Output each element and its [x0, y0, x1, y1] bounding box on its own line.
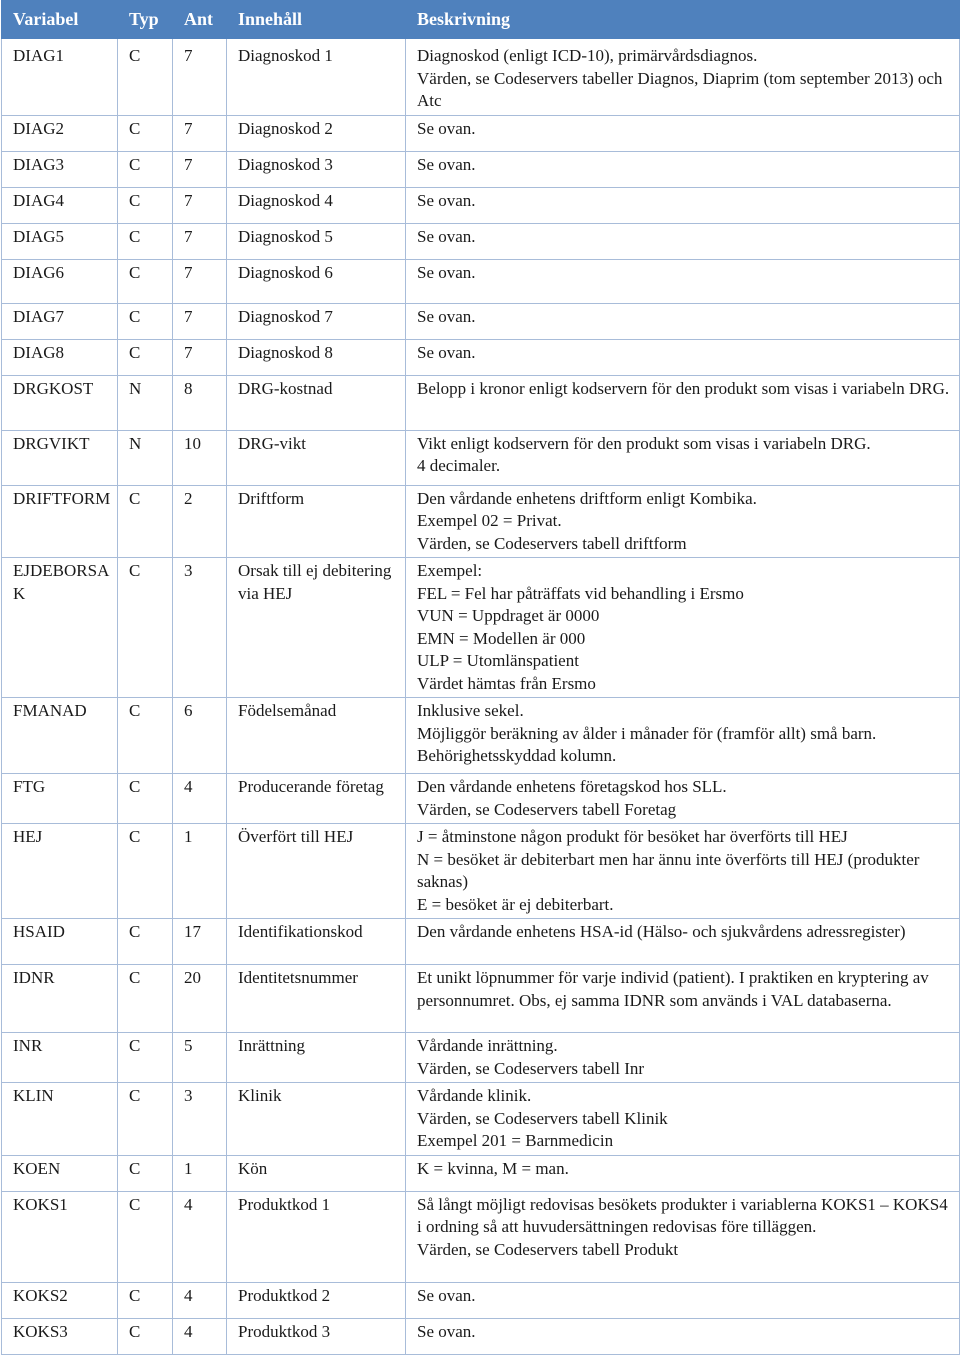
cell-variabel: KOEN [2, 1155, 118, 1191]
cell-ant: 7 [173, 223, 227, 259]
cell-ant: 4 [173, 1318, 227, 1354]
variable-table [1, 0, 960, 1355]
cell-typ: C [118, 698, 173, 774]
cell-variabel: DIAG8 [2, 339, 118, 375]
cell-innehall: Klinik [227, 1083, 406, 1156]
cell-typ: C [118, 1191, 173, 1282]
cell-variabel: HSAID [2, 919, 118, 965]
cell-typ: C [118, 1155, 173, 1191]
cell-typ: C [118, 485, 173, 558]
cell-typ: C [118, 558, 173, 698]
cell-ant: 7 [173, 259, 227, 303]
cell-variabel: KOKS3 [2, 1318, 118, 1354]
table-row [2, 1282, 960, 1318]
cell-typ: C [118, 38, 173, 115]
cell-innehall: Överfört till HEJ [227, 824, 406, 919]
cell-variabel: DIAG2 [2, 115, 118, 151]
cell-beskrivning: Se ovan. [406, 1282, 960, 1318]
cell-innehall: Diagnoskod 1 [227, 38, 406, 115]
cell-variabel: KLIN [2, 1083, 118, 1156]
cell-variabel: HEJ [2, 824, 118, 919]
cell-innehall: Diagnoskod 7 [227, 303, 406, 339]
cell-beskrivning: Se ovan. [406, 303, 960, 339]
table-row [2, 824, 960, 919]
cell-innehall: Identifikationskod [227, 919, 406, 965]
header-ant: Ant [173, 1, 227, 39]
table-row [2, 115, 960, 151]
cell-typ: C [118, 919, 173, 965]
cell-ant: 7 [173, 151, 227, 187]
cell-typ: C [118, 1282, 173, 1318]
cell-ant: 20 [173, 965, 227, 1033]
cell-ant: 4 [173, 1191, 227, 1282]
cell-ant: 1 [173, 824, 227, 919]
table-row [2, 919, 960, 965]
cell-ant: 7 [173, 38, 227, 115]
cell-innehall: DRG-kostnad [227, 375, 406, 430]
cell-ant: 3 [173, 558, 227, 698]
table-header [2, 1, 960, 39]
cell-variabel: DIAG7 [2, 303, 118, 339]
table-row [2, 698, 960, 774]
cell-innehall: Produktkod 3 [227, 1318, 406, 1354]
cell-innehall: Produktkod 2 [227, 1282, 406, 1318]
table-row [2, 485, 960, 558]
cell-innehall: Kön [227, 1155, 406, 1191]
cell-beskrivning: Inklusive sekel. Möjliggör beräkning av ålder i månader för (framför allt) små barn. Behörighetsskyddad kolumn. [406, 698, 960, 774]
cell-beskrivning: Se ovan. [406, 151, 960, 187]
cell-variabel: KOKS1 [2, 1191, 118, 1282]
table-row [2, 774, 960, 824]
cell-ant: 7 [173, 187, 227, 223]
cell-variabel: DIAG3 [2, 151, 118, 187]
table-body [2, 38, 960, 1354]
cell-innehall: Driftform [227, 485, 406, 558]
cell-typ: N [118, 430, 173, 485]
table-row [2, 223, 960, 259]
cell-ant: 7 [173, 115, 227, 151]
table-row [2, 38, 960, 115]
table-row [2, 1155, 960, 1191]
cell-beskrivning: Se ovan. [406, 115, 960, 151]
cell-ant: 1 [173, 1155, 227, 1191]
table-row [2, 187, 960, 223]
header-variabel: Variabel [2, 1, 118, 39]
cell-innehall: Orsak till ej debitering via HEJ [227, 558, 406, 698]
cell-typ: N [118, 375, 173, 430]
cell-innehall: Diagnoskod 2 [227, 115, 406, 151]
cell-beskrivning: Den vårdande enhetens företagskod hos SLL. Värden, se Codeservers tabell Foretag [406, 774, 960, 824]
table-row [2, 558, 960, 698]
cell-variabel: KOKS2 [2, 1282, 118, 1318]
cell-beskrivning: Se ovan. [406, 259, 960, 303]
cell-innehall: Diagnoskod 6 [227, 259, 406, 303]
table-row [2, 1033, 960, 1083]
cell-beskrivning: Se ovan. [406, 339, 960, 375]
cell-typ: C [118, 259, 173, 303]
cell-typ: C [118, 774, 173, 824]
cell-typ: C [118, 187, 173, 223]
cell-typ: C [118, 223, 173, 259]
cell-beskrivning: Den vårdande enhetens driftform enligt Kombika. Exempel 02 = Privat. Värden, se Codeservers tabell driftform [406, 485, 960, 558]
cell-beskrivning: J = åtminstone någon produkt för besöket har överförts till HEJ N = besöket är debiterbart men har ännu inte överförts till HEJ (produkter saknas) E = besöket är ej debiterbart. [406, 824, 960, 919]
cell-beskrivning: Den vårdande enhetens HSA-id (Hälso- och sjukvårdens adressregister) [406, 919, 960, 965]
cell-ant: 17 [173, 919, 227, 965]
cell-variabel: DRIFTFORM [2, 485, 118, 558]
cell-typ: C [118, 1083, 173, 1156]
cell-beskrivning: Exempel: FEL = Fel har påträffats vid behandling i Ersmo VUN = Uppdraget är 0000 EMN = Modellen är 000 ULP = Utomlänspatient Värdet hämtas från Ersmo [406, 558, 960, 698]
cell-beskrivning: Et unikt löpnummer för varje individ (patient). I praktiken en kryptering av personnumret. Obs, ej samma IDNR som används i VAL databaserna. [406, 965, 960, 1033]
cell-beskrivning: Så långt möjligt redovisas besökets produkter i variablerna KOKS1 – KOKS4 i ordning så att huvudersättningen redovisas före tilläggen. Värden, se Codeservers tabell Produkt [406, 1191, 960, 1282]
cell-beskrivning: Se ovan. [406, 1318, 960, 1354]
table-row [2, 339, 960, 375]
cell-beskrivning: Se ovan. [406, 187, 960, 223]
cell-beskrivning: Diagnoskod (enligt ICD-10), primärvårdsdiagnos. Värden, se Codeservers tabeller Diagnos, Diaprim (tom september 2013) och Atc [406, 38, 960, 115]
cell-variabel: DIAG1 [2, 38, 118, 115]
cell-variabel: FMANAD [2, 698, 118, 774]
cell-ant: 3 [173, 1083, 227, 1156]
cell-beskrivning: Vikt enligt kodservern för den produkt som visas i variabeln DRG. 4 decimaler. [406, 430, 960, 485]
cell-typ: C [118, 1033, 173, 1083]
cell-variabel: DIAG5 [2, 223, 118, 259]
cell-ant: 7 [173, 303, 227, 339]
cell-innehall: Diagnoskod 5 [227, 223, 406, 259]
cell-variabel: DIAG4 [2, 187, 118, 223]
cell-beskrivning: Vårdande klinik. Värden, se Codeservers tabell Klinik Exempel 201 = Barnmedicin [406, 1083, 960, 1156]
table-row [2, 1083, 960, 1156]
cell-variabel: IDNR [2, 965, 118, 1033]
cell-innehall: Identitetsnummer [227, 965, 406, 1033]
cell-variabel: EJDEBORSAK [2, 558, 118, 698]
cell-beskrivning: Vårdande inrättning. Värden, se Codeservers tabell Inr [406, 1033, 960, 1083]
cell-ant: 2 [173, 485, 227, 558]
cell-ant: 6 [173, 698, 227, 774]
cell-ant: 5 [173, 1033, 227, 1083]
cell-ant: 10 [173, 430, 227, 485]
table-row [2, 430, 960, 485]
cell-variabel: FTG [2, 774, 118, 824]
cell-innehall: Produktkod 1 [227, 1191, 406, 1282]
cell-innehall: Diagnoskod 8 [227, 339, 406, 375]
cell-ant: 4 [173, 1282, 227, 1318]
table-row [2, 1318, 960, 1354]
cell-typ: C [118, 115, 173, 151]
table-row [2, 1191, 960, 1282]
cell-innehall: Diagnoskod 3 [227, 151, 406, 187]
cell-innehall: Födelsemånad [227, 698, 406, 774]
cell-innehall: Diagnoskod 4 [227, 187, 406, 223]
table-row [2, 151, 960, 187]
cell-ant: 7 [173, 339, 227, 375]
cell-variabel: DRGKOST [2, 375, 118, 430]
header-innehall: Innehåll [227, 1, 406, 39]
cell-innehall: Inrättning [227, 1033, 406, 1083]
cell-typ: C [118, 1318, 173, 1354]
cell-variabel: DRGVIKT [2, 430, 118, 485]
table-row [2, 965, 960, 1033]
cell-variabel: DIAG6 [2, 259, 118, 303]
cell-variabel: INR [2, 1033, 118, 1083]
cell-innehall: Producerande företag [227, 774, 406, 824]
header-row [2, 1, 960, 39]
cell-ant: 4 [173, 774, 227, 824]
header-beskrivning: Beskrivning [406, 1, 960, 39]
table-row [2, 303, 960, 339]
cell-beskrivning: Se ovan. [406, 223, 960, 259]
cell-typ: C [118, 303, 173, 339]
cell-typ: C [118, 339, 173, 375]
cell-beskrivning: K = kvinna, M = man. [406, 1155, 960, 1191]
header-typ: Typ [118, 1, 173, 39]
table-row [2, 259, 960, 303]
cell-typ: C [118, 824, 173, 919]
cell-innehall: DRG-vikt [227, 430, 406, 485]
table-row [2, 375, 960, 430]
cell-typ: C [118, 151, 173, 187]
cell-typ: C [118, 965, 173, 1033]
cell-ant: 8 [173, 375, 227, 430]
cell-beskrivning: Belopp i kronor enligt kodservern för den produkt som visas i variabeln DRG. [406, 375, 960, 430]
